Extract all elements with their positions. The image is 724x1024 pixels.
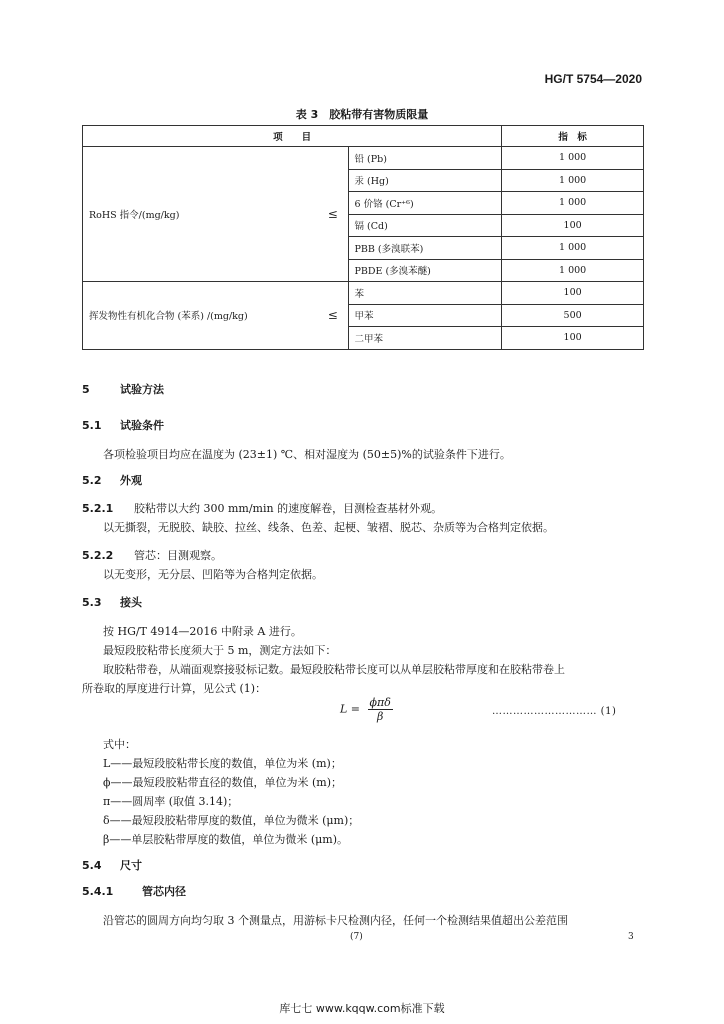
where-intro: 式中： (103, 738, 136, 751)
paragraph: 取胶粘带卷，从端面观察接驳标记数。最短段胶粘带长度可以从单层胶粘带厚度和在胶粘带卷上 (103, 663, 565, 676)
paragraph: 沿管芯的圆周方向均匀取 3 个测量点，用游标卡尺检测内径，任何一个检测结果值超出公差范围 (103, 914, 568, 927)
formula-lhs: L = (340, 702, 361, 716)
section-title: 试验条件 (120, 419, 164, 432)
substance-value: 1 000 (502, 259, 644, 282)
standard-number: HG/T 5754—2020 (544, 72, 642, 86)
hazardous-substances-table (82, 125, 644, 350)
paragraph: 各项检验项目均应在温度为 (23±1) ℃、相对湿度为 (50±5)%的试验条件下进行。 (103, 448, 511, 461)
substance-label: 铅 (Pb) (348, 147, 502, 170)
section-5-1-heading (82, 417, 164, 433)
equation-number: ………………………… (1) (492, 706, 617, 717)
table-header-row (83, 126, 644, 147)
section-5-2-1 (82, 500, 442, 516)
section-5-2-2 (82, 547, 222, 563)
paragraph: 以无变形，无分层、凹陷等为合格判定依据。 (103, 568, 323, 581)
where-item: L——最短段胶粘带长度的数值，单位为米 (m)； (103, 757, 342, 770)
section-5-4-1-heading (82, 883, 186, 899)
group-name: RoHS 指令/(mg/kg) (83, 147, 319, 282)
substance-value: 500 (502, 304, 644, 327)
paragraph: 所卷取的厚度进行计算，见公式 (1)： (82, 682, 267, 695)
formula-denominator: β (377, 710, 384, 723)
section-5-3-heading (82, 594, 142, 610)
section-title: 尺寸 (120, 859, 142, 872)
paragraph: 胶粘带以大约 300 mm/min 的速度解卷，目测检查基材外观。 (134, 502, 443, 515)
section-5-4-heading (82, 857, 142, 873)
substance-label: 6 价铬 (Cr⁺⁶) (348, 192, 502, 215)
header-value: 指 标 (502, 126, 644, 147)
section-number: 5.1 (82, 419, 102, 432)
substance-value: 1 000 (502, 169, 644, 192)
table-row (83, 282, 644, 305)
section-number: 5.4 (82, 859, 102, 872)
group-operator: ≤ (318, 282, 348, 350)
paragraph: 管芯：目测观察。 (134, 549, 222, 562)
section-number: 5.2.1 (82, 502, 114, 515)
where-item: ϕ——最短段胶粘带直径的数值，单位为米 (m)； (103, 776, 343, 789)
table-title: 表 3 胶粘带有害物质限量 (295, 108, 429, 121)
formula-numerator: ϕπδ (369, 696, 391, 709)
substance-label: 苯 (348, 282, 502, 305)
formula (340, 696, 393, 723)
footer-marker: (7) (350, 932, 363, 942)
section-number: 5 (82, 383, 90, 396)
substance-value: 100 (502, 327, 644, 350)
group-operator: ≤ (318, 147, 348, 282)
section-number: 5.2 (82, 474, 102, 487)
section-title: 接头 (120, 596, 142, 609)
substance-value: 1 000 (502, 147, 644, 170)
download-watermark: 库七七 www.kqqw.com标准下载 (279, 1002, 445, 1015)
section-number: 5.2.2 (82, 549, 114, 562)
section-5-2-heading (82, 472, 142, 488)
substance-value: 100 (502, 282, 644, 305)
where-item: δ——最短段胶粘带厚度的数值，单位为微米 (μm)； (103, 814, 360, 827)
formula-fraction (368, 696, 393, 723)
substance-label: 镉 (Cd) (348, 214, 502, 237)
section-title: 管芯内径 (142, 885, 186, 898)
where-item: π——圆周率 (取值 3.14)； (103, 795, 239, 808)
section-number: 5.4.1 (82, 885, 114, 898)
page-number: 3 (628, 932, 634, 942)
substance-label: 二甲苯 (348, 327, 502, 350)
paragraph: 以无撕裂，无脱胶、缺胶、拉丝、线条、色差、起梗、皱褶、脱芯、杂质等为合格判定依据。 (103, 521, 554, 534)
substance-value: 1 000 (502, 192, 644, 215)
substance-value: 100 (502, 214, 644, 237)
where-item: β——单层胶粘带厚度的数值，单位为微米 (μm)。 (103, 833, 349, 846)
header-item: 项 目 (83, 126, 502, 147)
group-name: 挥发物性有机化合物 (苯系) /(mg/kg) (83, 282, 319, 350)
table-row (83, 147, 644, 170)
section-title: 试验方法 (120, 383, 164, 396)
section-5-heading (82, 381, 164, 397)
paragraph: 按 HG/T 4914—2016 中附录 A 进行。 (103, 625, 302, 638)
section-title: 外观 (120, 474, 142, 487)
substance-label: PBB (多溴联苯) (348, 237, 502, 260)
substance-label: 甲苯 (348, 304, 502, 327)
substance-label: PBDE (多溴苯醚) (348, 259, 502, 282)
section-number: 5.3 (82, 596, 102, 609)
substance-label: 汞 (Hg) (348, 169, 502, 192)
paragraph: 最短段胶粘带长度须大于 5 m，测定方法如下： (103, 644, 337, 657)
substance-value: 1 000 (502, 237, 644, 260)
